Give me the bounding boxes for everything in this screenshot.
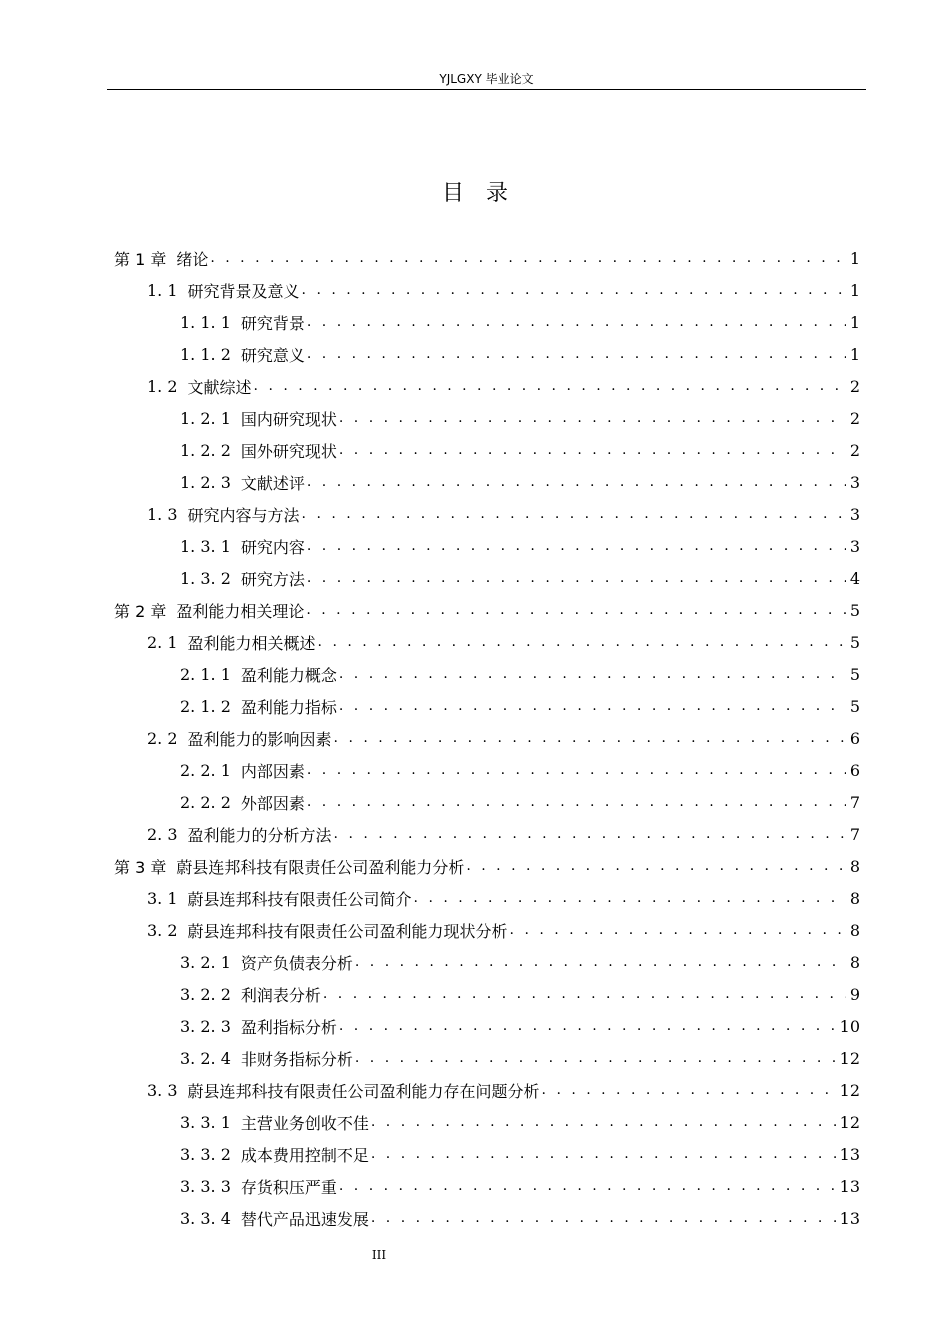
toc-entry [0, 1106, 950, 1138]
toc-dot-leader [254, 378, 846, 394]
toc-entry [0, 818, 950, 850]
toc-entry-number: 3. 2. 4 [180, 1048, 231, 1068]
toc-entry-number: 1. 2. 2 [180, 440, 231, 460]
toc-entry-page: 12 [839, 1080, 860, 1100]
toc-entry-number: 1. 2. 1 [180, 408, 231, 428]
toc-entry-page: 2 [849, 440, 860, 460]
toc-entry-page: 8 [849, 888, 860, 908]
toc-entry-number: 3. 3. 2 [180, 1144, 231, 1164]
toc-entry-title: 国内研究现状 [240, 409, 337, 429]
toc-dot-leader [339, 442, 846, 458]
toc-entry-number: 3. 3. 1 [180, 1112, 231, 1132]
toc-entry-page: 13 [839, 1144, 860, 1164]
toc-dot-leader [334, 826, 846, 842]
toc-entry-title: 存货积压严重 [240, 1177, 337, 1197]
toc-entry-page: 7 [849, 792, 860, 812]
toc-entry-title: 研究意义 [240, 345, 305, 365]
toc-entry-title: 盈利指标分析 [240, 1017, 337, 1037]
toc-dot-leader [371, 1146, 836, 1162]
toc-dot-leader [302, 282, 846, 298]
toc-entry-title: 盈利能力的影响因素 [187, 729, 332, 749]
toc-entry-number: 3. 3. 4 [180, 1208, 231, 1228]
toc-entry-page: 1 [849, 248, 860, 268]
toc-entry-title: 利润表分析 [240, 985, 321, 1005]
toc-dot-leader [307, 346, 846, 362]
toc-entry-title: 成本费用控制不足 [240, 1145, 369, 1165]
toc-entry-page: 10 [839, 1016, 860, 1036]
toc-entry [0, 466, 950, 498]
toc-entry [0, 306, 950, 338]
toc-entry-number: 3. 2 [147, 920, 178, 940]
toc-entry [0, 722, 950, 754]
toc-entry-title: 绪论 [176, 249, 209, 269]
toc-entry [0, 1074, 950, 1106]
toc-entry-title: 研究背景 [240, 313, 305, 333]
toc-entry [0, 562, 950, 594]
toc-entry-title: 盈利能力指标 [240, 697, 337, 717]
toc-entry-number: 2. 2. 2 [180, 792, 231, 812]
toc-entry-page: 6 [849, 728, 860, 748]
toc-entry-number: 1. 3 [147, 504, 178, 524]
toc-entry [0, 530, 950, 562]
toc-entry-title: 蔚县连邦科技有限责任公司简介 [187, 889, 412, 909]
toc-dot-leader [510, 922, 846, 938]
table-of-contents [0, 242, 950, 1234]
toc-entry-number: 1. 1. 1 [180, 312, 231, 332]
toc-entry [0, 850, 950, 882]
toc-entry [0, 690, 950, 722]
toc-entry-page: 6 [849, 760, 860, 780]
toc-entry-page: 2 [849, 376, 860, 396]
toc-entry-page: 8 [849, 920, 860, 940]
toc-entry-page: 4 [849, 568, 860, 588]
toc-entry [0, 242, 950, 274]
toc-entry-title: 研究内容与方法 [187, 505, 300, 525]
toc-dot-leader [339, 666, 846, 682]
toc-dot-leader [307, 474, 846, 490]
toc-entry [0, 370, 950, 402]
toc-entry-page: 1 [849, 344, 860, 364]
toc-entry-number: 3. 3 [147, 1080, 178, 1100]
toc-entry-number: 1. 1. 2 [180, 344, 231, 364]
toc-entry-title: 文献综述 [187, 377, 252, 397]
toc-entry [0, 338, 950, 370]
toc-dot-leader [339, 1178, 836, 1194]
toc-entry [0, 594, 950, 626]
toc-dot-leader [371, 1114, 836, 1130]
toc-entry-number: 1. 2. 3 [180, 472, 231, 492]
toc-entry-number: 1. 3. 1 [180, 536, 231, 556]
toc-dot-leader [466, 858, 845, 874]
toc-entry [0, 434, 950, 466]
toc-entry-title: 非财务指标分析 [240, 1049, 353, 1069]
toc-entry-title: 外部因素 [240, 793, 305, 813]
toc-dot-leader [339, 410, 846, 426]
toc-entry-title: 蔚县连邦科技有限责任公司盈利能力现状分析 [187, 921, 508, 941]
toc-dot-leader [542, 1082, 836, 1098]
toc-entry [0, 1202, 950, 1234]
toc-entry-page: 5 [849, 600, 860, 620]
toc-entry [0, 914, 950, 946]
toc-entry-title: 文献述评 [240, 473, 305, 493]
toc-entry-number: 1. 1 [147, 280, 178, 300]
toc-dot-leader [355, 1050, 836, 1066]
toc-entry-title: 盈利能力相关概述 [187, 633, 316, 653]
page-title: 目录 [441, 181, 530, 206]
toc-entry [0, 658, 950, 690]
toc-entry-title: 国外研究现状 [240, 441, 337, 461]
toc-dot-leader [371, 1210, 836, 1226]
toc-entry-page: 13 [839, 1176, 860, 1196]
toc-entry [0, 978, 950, 1010]
toc-entry-page: 5 [849, 696, 860, 716]
toc-entry-number: 2. 1 [147, 632, 178, 652]
toc-dot-leader [355, 954, 846, 970]
toc-dot-leader [307, 570, 846, 586]
toc-entry-number: 第 1 章 [114, 249, 167, 269]
toc-entry-title: 蔚县连邦科技有限责任公司盈利能力存在问题分析 [187, 1081, 540, 1101]
toc-entry-number: 2. 2. 1 [180, 760, 231, 780]
toc-entry-page: 8 [849, 856, 860, 876]
toc-entry [0, 274, 950, 306]
toc-entry-page: 9 [849, 984, 860, 1004]
toc-entry [0, 882, 950, 914]
toc-dot-leader [307, 794, 846, 810]
toc-entry-title: 盈利能力概念 [240, 665, 337, 685]
toc-entry-page: 5 [849, 632, 860, 652]
toc-entry-page: 12 [839, 1112, 860, 1132]
toc-entry-page: 3 [849, 472, 860, 492]
toc-entry-title: 替代产品迅速发展 [240, 1209, 369, 1229]
toc-dot-leader [302, 506, 846, 522]
toc-dot-leader [339, 1018, 836, 1034]
toc-entry [0, 498, 950, 530]
toc-dot-leader [306, 602, 845, 618]
toc-entry-page: 12 [839, 1048, 860, 1068]
toc-entry-title: 研究背景及意义 [187, 281, 300, 301]
toc-entry [0, 1138, 950, 1170]
toc-dot-leader [307, 314, 846, 330]
toc-entry-number: 1. 3. 2 [180, 568, 231, 588]
page-number: III [371, 1248, 387, 1262]
toc-entry-title: 研究内容 [240, 537, 305, 557]
toc-entry-number: 3. 2. 1 [180, 952, 231, 972]
toc-entry [0, 402, 950, 434]
toc-entry-number: 3. 1 [147, 888, 178, 908]
toc-entry-number: 3. 3. 3 [180, 1176, 231, 1196]
toc-entry-page: 13 [839, 1208, 860, 1228]
toc-entry-number: 第 3 章 [114, 857, 167, 877]
toc-entry-title: 主营业务创收不佳 [240, 1113, 369, 1133]
toc-dot-leader [323, 986, 846, 1002]
toc-entry-number: 第 2 章 [114, 601, 167, 621]
toc-dot-leader [307, 538, 846, 554]
toc-entry-title: 资产负债表分析 [240, 953, 353, 973]
toc-entry-title: 盈利能力相关理论 [176, 601, 305, 621]
toc-entry-page: 5 [849, 664, 860, 684]
toc-dot-leader [307, 762, 846, 778]
toc-entry-title: 盈利能力的分析方法 [187, 825, 332, 845]
toc-entry [0, 754, 950, 786]
toc-entry-title: 研究方法 [240, 569, 305, 589]
toc-entry-page: 3 [849, 504, 860, 524]
toc-entry [0, 626, 950, 658]
page-header: YJLGXY 毕业论文 [107, 69, 866, 90]
toc-dot-leader [334, 730, 846, 746]
toc-entry [0, 1042, 950, 1074]
toc-dot-leader [339, 698, 846, 714]
toc-entry [0, 1010, 950, 1042]
toc-entry-page: 1 [849, 280, 860, 300]
toc-entry [0, 1170, 950, 1202]
toc-dot-leader [210, 250, 845, 266]
toc-dot-leader [414, 890, 846, 906]
toc-dot-leader [318, 634, 846, 650]
toc-entry-title: 内部因素 [240, 761, 305, 781]
toc-entry-number: 3. 2. 3 [180, 1016, 231, 1036]
toc-entry-number: 1. 2 [147, 376, 178, 396]
toc-entry-page: 2 [849, 408, 860, 428]
toc-entry-number: 3. 2. 2 [180, 984, 231, 1004]
toc-entry-page: 1 [849, 312, 860, 332]
toc-entry-number: 2. 3 [147, 824, 178, 844]
toc-entry-page: 7 [849, 824, 860, 844]
toc-entry-number: 2. 2 [147, 728, 178, 748]
toc-entry-page: 3 [849, 536, 860, 556]
toc-entry-number: 2. 1. 2 [180, 696, 231, 716]
toc-entry-number: 2. 1. 1 [180, 664, 231, 684]
toc-entry [0, 786, 950, 818]
toc-entry [0, 946, 950, 978]
toc-entry-title: 蔚县连邦科技有限责任公司盈利能力分析 [176, 857, 465, 877]
toc-entry-page: 8 [849, 952, 860, 972]
